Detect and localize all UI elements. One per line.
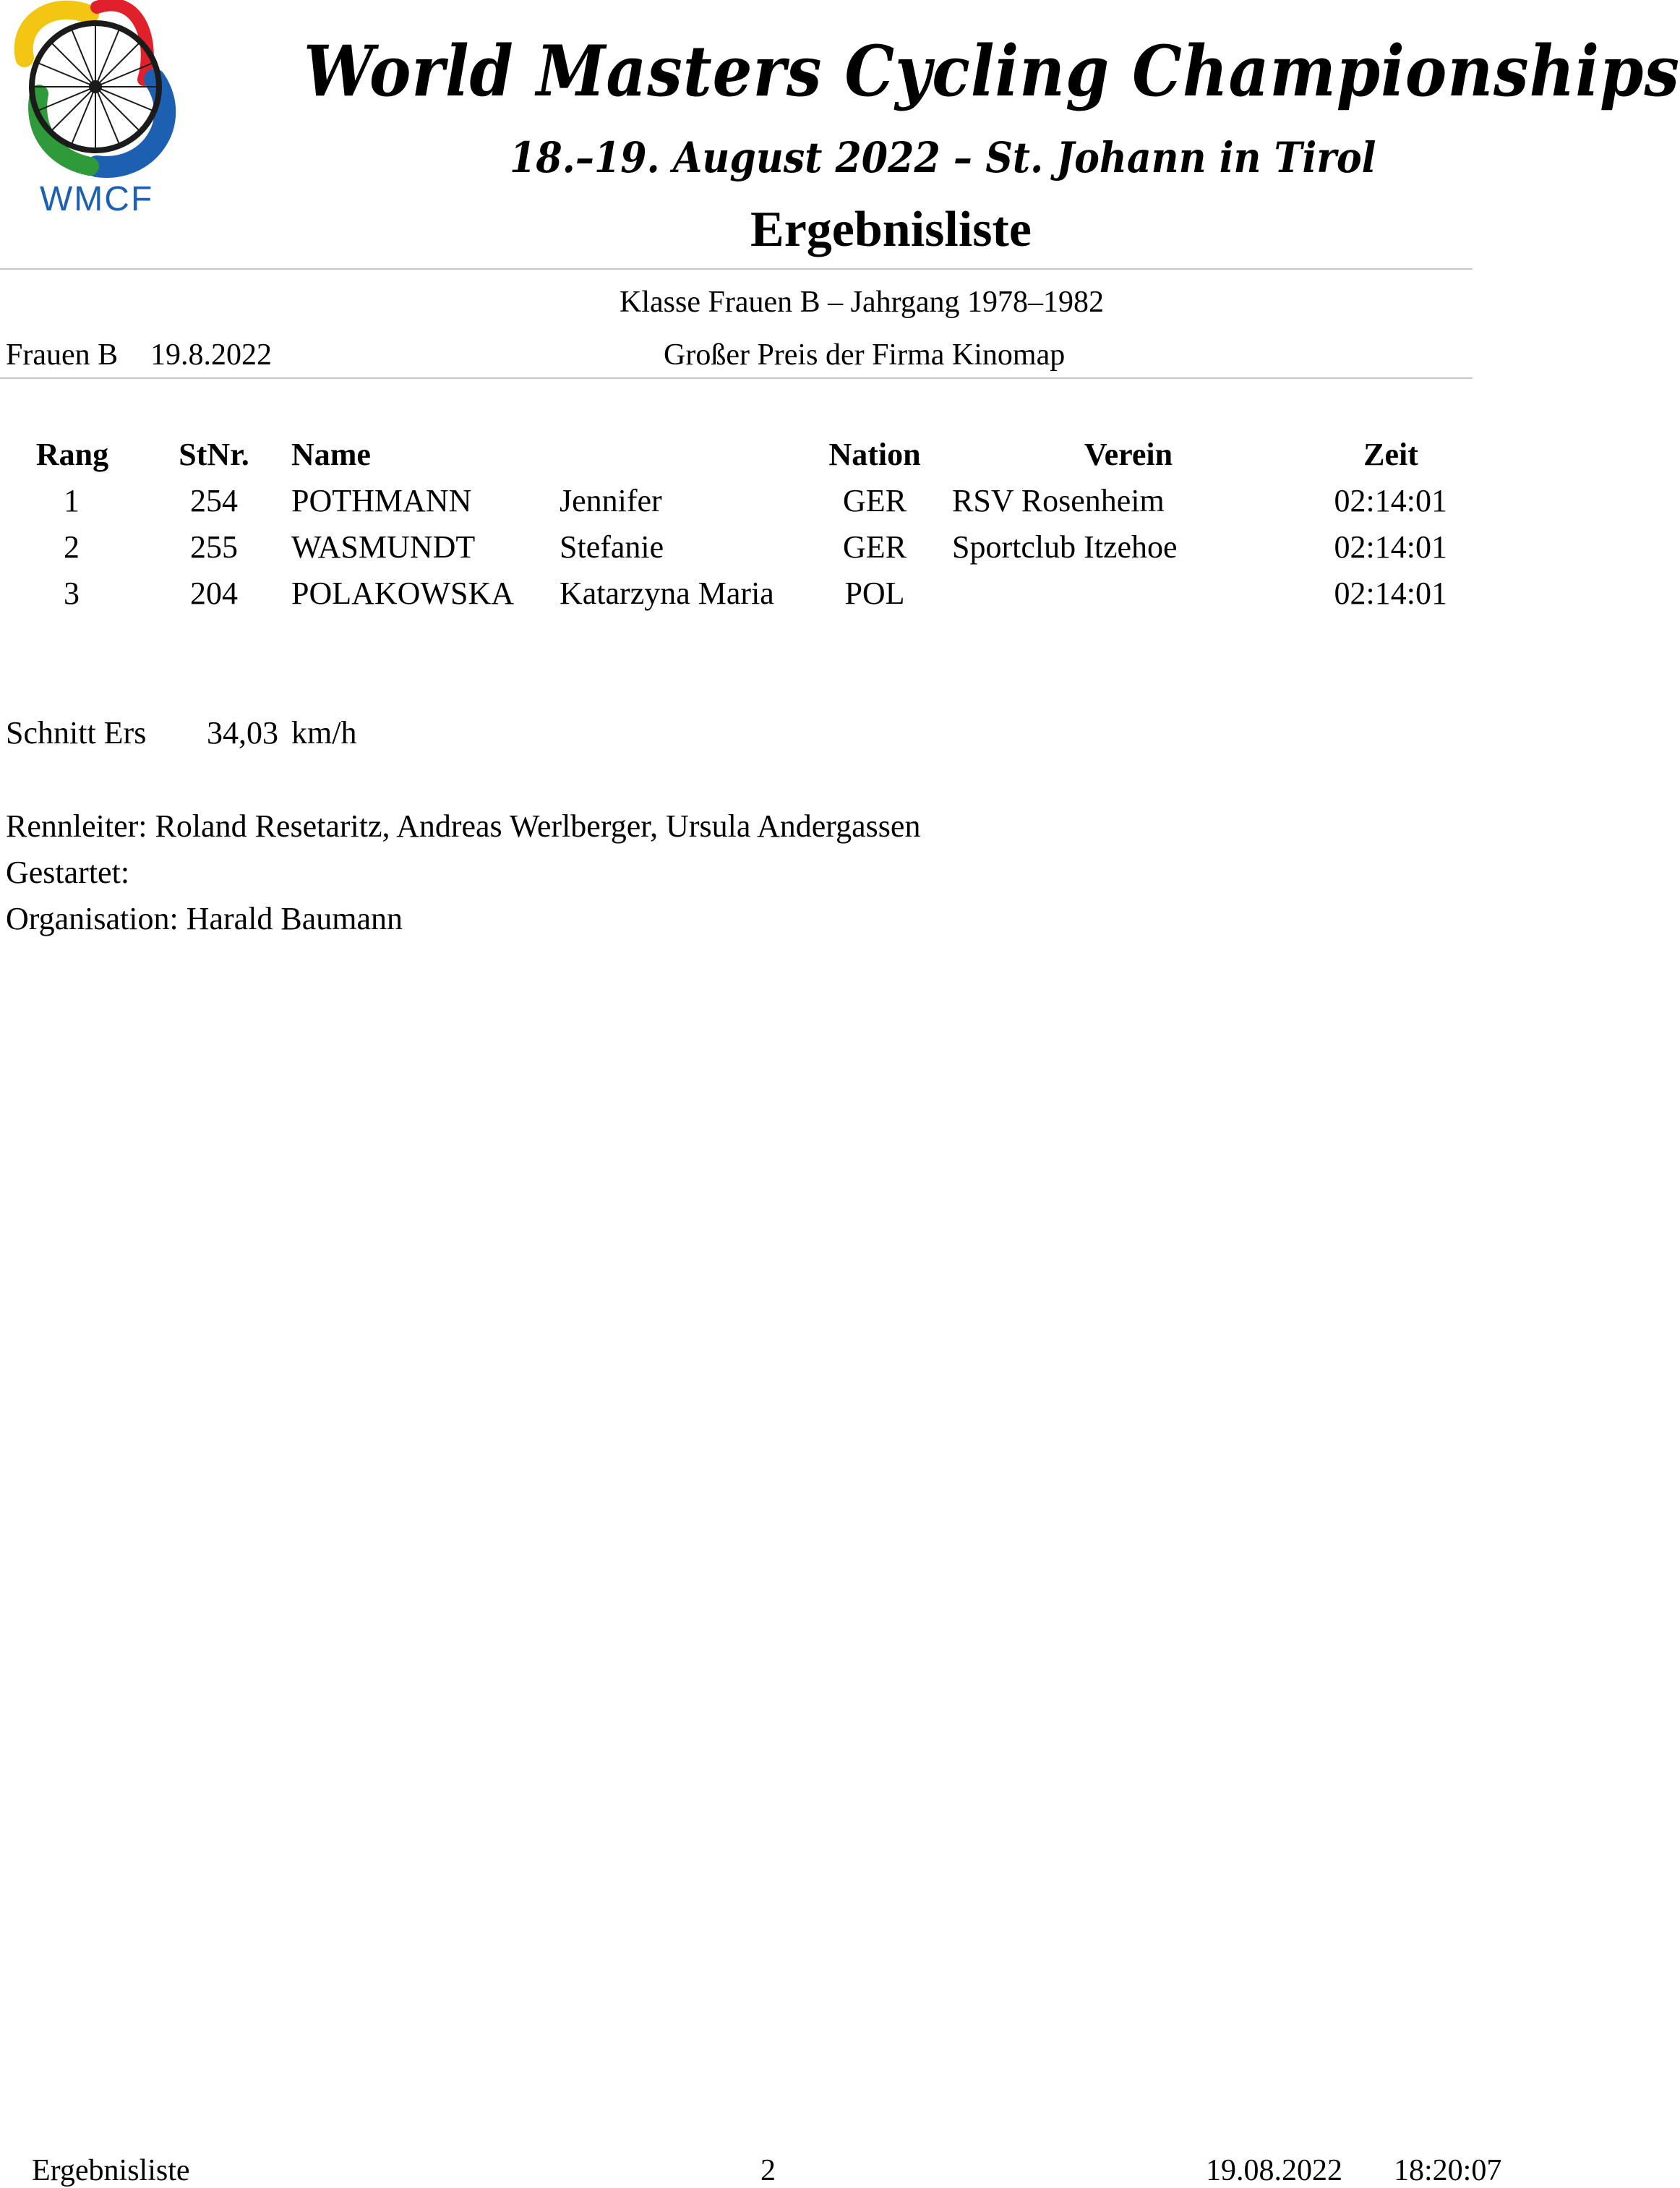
footer-page-number: 2 — [760, 2154, 776, 2187]
cell-rank: 3 — [64, 576, 80, 611]
race-name: Großer Preis der Firma Kinomap — [664, 338, 1066, 372]
cell-nation: GER — [843, 529, 907, 565]
cell-bib: 255 — [190, 529, 238, 565]
logo-text: WMCF — [40, 180, 154, 218]
header-divider — [0, 268, 1473, 270]
event-title: World Masters Cycling Championships — [304, 30, 1680, 112]
category-label: Frauen B — [6, 338, 119, 372]
cell-nation: GER — [843, 483, 907, 518]
col-header-rank: Rang — [35, 437, 109, 472]
cell-club: Sportclub Itzehoe — [952, 529, 1178, 565]
info-divider — [0, 377, 1473, 379]
wheel-spokes — [32, 23, 159, 150]
race-officials: Rennleiter: Roland Resetaritz, Andreas Werlberger, Ursula Andergassen — [6, 808, 921, 844]
organisation: Organisation: Harald Baumann — [6, 901, 403, 936]
cell-first-name: Jennifer — [560, 483, 662, 518]
cell-nation: POL — [844, 576, 905, 611]
cell-last-name: WASMUNDT — [291, 529, 476, 565]
col-header-nation: Nation — [828, 437, 921, 472]
average-speed-value: 34,03 — [207, 715, 278, 751]
cell-first-name: Katarzyna Maria — [560, 576, 774, 611]
race-date: 19.8.2022 — [150, 338, 272, 372]
col-header-club: Verein — [1084, 437, 1173, 472]
cell-rank: 2 — [64, 529, 80, 565]
document-title: Ergebnisliste — [750, 202, 1032, 257]
cell-time: 02:14:01 — [1334, 576, 1447, 611]
footer-time: 18:20:07 — [1394, 2154, 1502, 2187]
cell-club: RSV Rosenheim — [952, 483, 1165, 518]
wmcf-wheel-emblem — [10, 0, 184, 181]
average-speed-label: Schnitt Ers — [6, 715, 147, 751]
cell-time: 02:14:01 — [1334, 483, 1447, 518]
footer-title: Ergebnisliste — [32, 2154, 190, 2187]
col-header-bib: StNr. — [179, 437, 249, 472]
cell-bib: 254 — [190, 483, 238, 518]
started-label: Gestartet: — [6, 855, 130, 890]
cell-rank: 1 — [64, 483, 80, 518]
cell-time: 02:14:01 — [1334, 529, 1447, 565]
event-subtitle: 18.–19. August 2022 – St. Johann in Tirol — [510, 133, 1376, 182]
col-header-name: Name — [291, 437, 371, 472]
class-label: Klasse Frauen B – Jahrgang 1978–1982 — [620, 286, 1104, 319]
average-speed-unit: km/h — [291, 715, 357, 751]
cell-last-name: POLAKOWSKA — [291, 576, 514, 611]
cell-first-name: Stefanie — [560, 529, 664, 565]
col-header-time: Zeit — [1363, 437, 1418, 472]
cell-bib: 204 — [190, 576, 238, 611]
cell-last-name: POTHMANN — [291, 483, 472, 518]
footer-date: 19.08.2022 — [1206, 2154, 1342, 2187]
